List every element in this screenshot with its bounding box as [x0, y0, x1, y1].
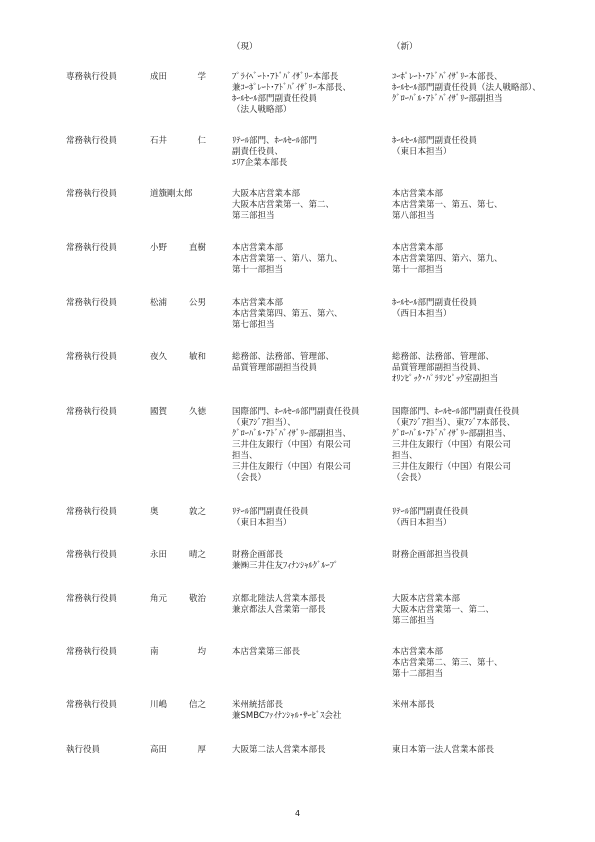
officer-name — [150, 407, 206, 418]
current-position-line: 三井住友銀行（中国）有限公司 — [232, 440, 352, 450]
current-position-line: ﾘﾃｰﾙ部門、ﾎｰﾙｾｰﾙ部門 — [232, 136, 318, 146]
current-position-line: 兼ｺｰﾎﾟﾚｰﾄ･ｱﾄﾞﾊﾞｲｻﾞﾘｰ本部長、 — [232, 83, 352, 93]
officer-family-name: 石井 — [150, 136, 168, 146]
officer-title: 常務執行役員 — [66, 352, 118, 362]
current-position-line: 兼SMBCﾌｧｲﾅﾝｼｬﾙ･ｻｰﾋﾞｽ会社 — [232, 711, 342, 721]
officer-name — [150, 243, 206, 254]
current-position-line: 副責任役員、 — [232, 147, 284, 157]
officer-family-name: 角元 — [150, 594, 168, 604]
officer-title: 常務執行役員 — [66, 647, 118, 657]
current-position-line: 三井住友銀行（中国）有限公司 — [232, 462, 352, 472]
new-position-line: 東日本第一法人営業本部長 — [392, 745, 495, 755]
officer-title: 執行役員 — [66, 745, 101, 755]
officer-title: 常務執行役員 — [66, 407, 118, 417]
current-position-line: 本店営業本部 — [232, 298, 284, 308]
current-position-line: （会長） — [232, 473, 267, 483]
officer-given-name: 敏和 — [188, 352, 206, 362]
current-position-line: 総務部、法務部、管理部、 — [232, 352, 335, 362]
officer-family-name: 南 — [150, 647, 159, 657]
officer-title: 常務執行役員 — [66, 594, 118, 604]
officer-given-name: 信之 — [188, 700, 206, 710]
officer-family-name: 小野 — [150, 243, 168, 253]
current-position-line: 本店営業第三部長 — [232, 647, 301, 657]
new-position-line: （東ｱｼﾞｱ担当）、東ｱｼﾞｱ本部長、 — [392, 418, 516, 428]
new-position-line: 財務企画部担当役員 — [392, 550, 469, 560]
new-position-line: 三井住友銀行（中国）有限公司 — [392, 440, 512, 450]
officer-title: 常務執行役員 — [66, 298, 118, 308]
current-position-line: 第三部担当 — [232, 211, 275, 221]
officer-family-name: 松浦 — [150, 298, 168, 308]
officer-given-name: 晴之 — [188, 550, 206, 560]
officer-family-name: 永田 — [150, 550, 168, 560]
new-position-line: 第三部担当 — [392, 616, 435, 626]
current-position-line: 本店営業本部 — [232, 243, 284, 253]
current-position — [232, 352, 334, 374]
officer-name — [150, 700, 206, 711]
new-position-line: ｸﾞﾛｰﾊﾞﾙ･ｱﾄﾞﾊﾞｲｻﾞﾘｰ部副担当、 — [392, 429, 512, 439]
officer-name — [150, 72, 206, 83]
new-position-line: ﾎｰﾙｾｰﾙ部門副責任役員 — [392, 136, 478, 146]
current-position — [232, 745, 326, 756]
new-position-line: 三井住友銀行（中国）有限公司 — [392, 462, 512, 472]
officer-name — [150, 298, 206, 309]
new-position-line: ｸﾞﾛｰﾊﾞﾙ･ｱﾄﾞﾊﾞｲｻﾞﾘｰ部副担当 — [392, 94, 503, 104]
new-position-line: ｵﾘﾝﾋﾟｯｸ･ﾊﾟﾗﾘﾝﾋﾟｯｸ室副担当 — [392, 374, 499, 384]
current-position — [232, 647, 300, 658]
new-position — [392, 243, 503, 276]
new-position-line: （西日本担当） — [392, 309, 452, 319]
officer-title: 常務執行役員 — [66, 136, 118, 146]
officer-family-name: 國賀 — [150, 407, 168, 417]
current-position-line: 米州統括部長 — [232, 700, 284, 710]
current-position-line: ｸﾞﾛｰﾊﾞﾙ･ｱﾄﾞﾊﾞｲｻﾞﾘｰ部副担当、 — [232, 429, 352, 439]
officer-title: 専務執行役員 — [66, 72, 118, 82]
officer-given-name: 仁 — [197, 136, 206, 146]
new-position-line: ﾎｰﾙｾｰﾙ部門副責任役員（法人戦略部）、 — [392, 83, 541, 93]
current-position-line: 大阪本店営業本部 — [232, 189, 301, 199]
current-position — [232, 243, 343, 276]
officer-family-name: 川嶋 — [150, 700, 168, 710]
current-position-line: ﾎｰﾙｾｰﾙ部門副責任役員 — [232, 94, 318, 104]
new-position-line: 総務部、法務部、管理部、 — [392, 352, 495, 362]
current-position — [232, 407, 360, 484]
officer-given-name: 久徳 — [188, 407, 206, 417]
officer-family-name: 夜久 — [150, 352, 168, 362]
new-position-line: 第八部担当 — [392, 211, 435, 221]
officer-family-name: 奥 — [150, 507, 159, 517]
current-position-line: （東日本担当） — [232, 518, 292, 528]
current-position-line: 大阪本店営業第一、第二、 — [232, 200, 335, 210]
new-position-line: 米州本部長 — [392, 700, 435, 710]
new-position — [392, 594, 494, 627]
new-position-line: （会長） — [392, 473, 427, 483]
current-position — [232, 550, 338, 572]
current-position-line: 財務企画部長 — [232, 550, 284, 560]
current-position-line: 大阪第二法人営業本部長 — [232, 745, 326, 755]
officer-name — [150, 647, 206, 658]
new-position-line: 本店営業第四、第六、第九、 — [392, 254, 503, 264]
new-position — [392, 407, 520, 484]
current-position-line: 品質管理部副担当役員 — [232, 363, 318, 373]
current-position-line: ﾘﾃｰﾙ部門副責任役員 — [232, 507, 309, 517]
officer-family-name: 高田 — [150, 745, 168, 755]
officer-title: 常務執行役員 — [66, 189, 118, 199]
new-position-line: ﾘﾃｰﾙ部門副責任役員 — [392, 507, 469, 517]
officer-name — [150, 507, 206, 518]
current-position-line: ﾌﾟﾗｲﾍﾞｰﾄ･ｱﾄﾞﾊﾞｲｻﾞﾘｰ本部長 — [232, 72, 339, 82]
new-position — [392, 136, 477, 158]
current-position-line: 兼㈱三井住友ﾌｨﾅﾝｼｬﾙｸﾞﾙｰﾌﾟ — [232, 561, 339, 571]
officer-given-name: 公男 — [188, 298, 206, 308]
officer-title: 常務執行役員 — [66, 550, 118, 560]
new-position — [392, 352, 498, 385]
new-position-line: ｺｰﾎﾟﾚｰﾄ･ｱﾄﾞﾊﾞｲｻﾞﾘｰ本部長、 — [392, 72, 503, 82]
current-position — [232, 700, 341, 722]
page-number: 4 — [294, 809, 301, 818]
current-position-line: ｴﾘｱ企業本部長 — [232, 158, 288, 168]
officer-title: 常務執行役員 — [66, 243, 118, 253]
officer-name — [150, 745, 206, 756]
new-position — [392, 550, 469, 561]
new-position — [392, 507, 469, 529]
current-position-line: 第十一部担当 — [232, 265, 284, 275]
new-position — [392, 72, 541, 105]
new-position-line: 大阪本店営業第一、第二、 — [392, 605, 495, 615]
officer-family-name: 道籏剛太郎 — [150, 189, 193, 199]
officer-given-name: 均 — [197, 647, 206, 657]
officer-title: 常務執行役員 — [66, 700, 118, 710]
new-position — [392, 647, 503, 680]
officer-given-name: 敦之 — [188, 507, 206, 517]
new-position-line: 本店営業本部 — [392, 189, 444, 199]
new-position — [392, 189, 503, 222]
current-position — [232, 594, 326, 616]
current-position-line: 国際部門、ﾎｰﾙｾｰﾙ部門副責任役員 — [232, 407, 360, 417]
officer-name — [150, 136, 206, 147]
new-position — [392, 298, 477, 320]
current-position-line: 担当、 — [232, 451, 258, 461]
officer-given-name: 学 — [197, 72, 206, 82]
officer-title: 常務執行役員 — [66, 507, 118, 517]
new-position-line: 第十一部担当 — [392, 265, 444, 275]
current-position — [232, 136, 317, 169]
new-position-line: 国際部門、ﾎｰﾙｾｰﾙ部門副責任役員 — [392, 407, 520, 417]
new-position-line: 本店営業本部 — [392, 243, 444, 253]
new-position-line: 第十二部担当 — [392, 669, 444, 679]
current-position-line: 第七部担当 — [232, 320, 275, 330]
officer-family-name: 成田 — [150, 72, 168, 82]
current-position-line: （法人戦略部） — [232, 105, 292, 115]
officer-name — [150, 594, 206, 605]
current-position — [232, 189, 334, 222]
current-column-header: （現） — [232, 42, 258, 52]
officer-given-name: 敬治 — [188, 594, 206, 604]
officer-name — [150, 189, 206, 200]
current-position-line: 本店営業第一、第八、第九、 — [232, 254, 343, 264]
new-position-line: 本店営業第二、第三、第十、 — [392, 658, 503, 668]
new-position-line: ﾎｰﾙｾｰﾙ部門副責任役員 — [392, 298, 478, 308]
new-position-line: 担当、 — [392, 451, 418, 461]
officer-given-name: 直樹 — [188, 243, 206, 253]
current-position-line: 京都北陸法人営業本部長 — [232, 594, 326, 604]
current-position — [232, 507, 309, 529]
new-position-line: 本店営業本部 — [392, 647, 444, 657]
current-position-line: 兼京都法人営業第一部長 — [232, 605, 326, 615]
new-position-line: 品質管理部副担当役員、 — [392, 363, 486, 373]
new-position — [392, 700, 435, 711]
new-position-line: （西日本担当） — [392, 518, 452, 528]
officer-name — [150, 550, 206, 561]
new-position-line: 大阪本店営業本部 — [392, 594, 461, 604]
new-position-line: （東日本担当） — [392, 147, 452, 157]
current-position — [232, 72, 351, 116]
officer-given-name: 厚 — [197, 745, 206, 755]
new-position-line: 本店営業第一、第五、第七、 — [392, 200, 503, 210]
new-position — [392, 745, 494, 756]
officer-name — [150, 352, 206, 363]
current-position — [232, 298, 343, 331]
new-column-header: （新） — [392, 42, 418, 52]
current-position-line: （東ｱｼﾞｱ担当）、 — [232, 418, 296, 428]
current-position-line: 本店営業第四、第五、第六、 — [232, 309, 343, 319]
